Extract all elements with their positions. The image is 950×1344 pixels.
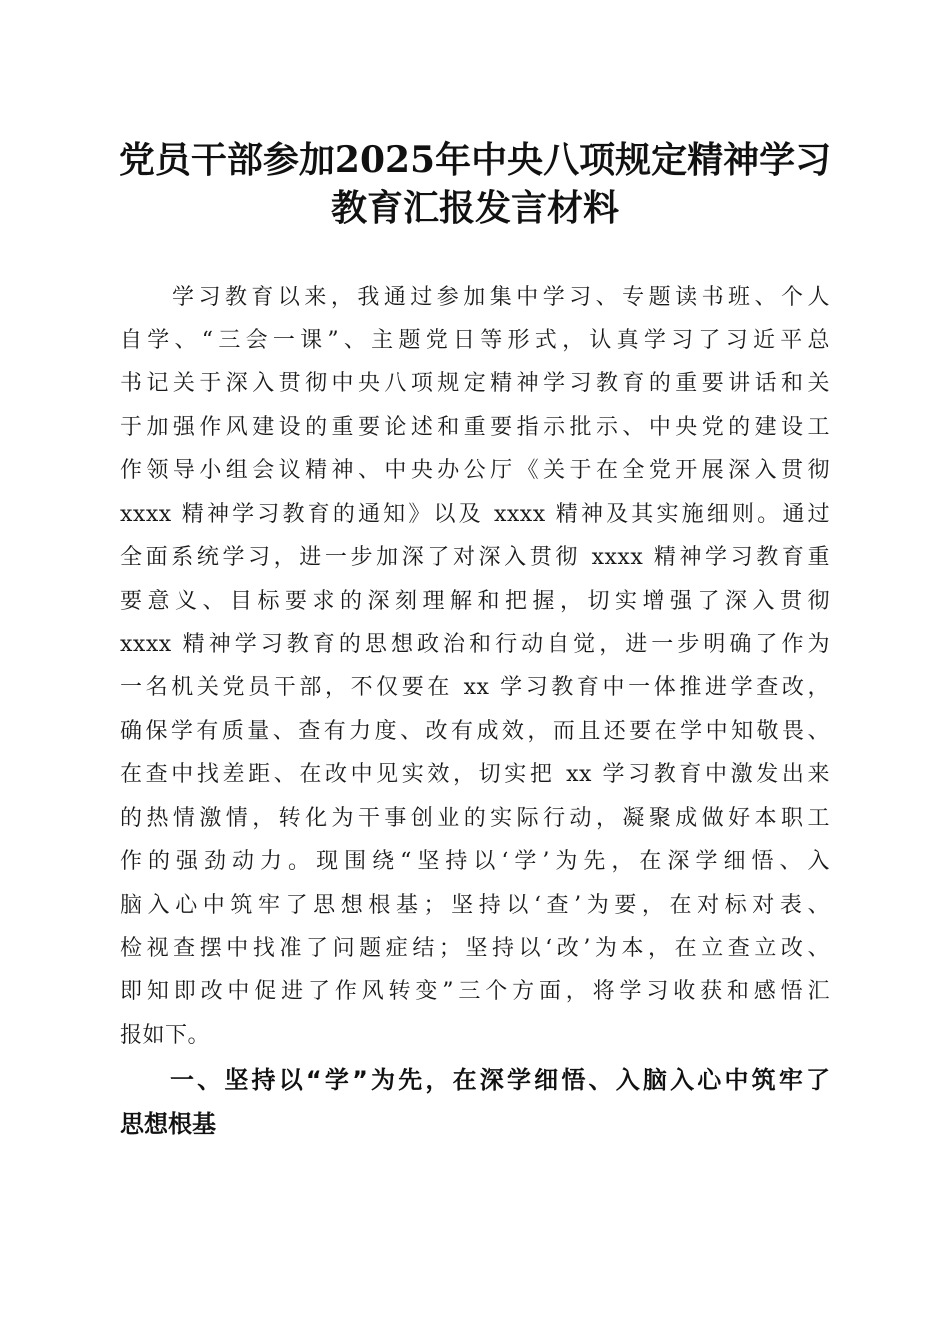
section-heading-line-2: 思想根基	[120, 1110, 216, 1138]
section-heading-line-1: 一、坚持以“学”为先，在深学细悟、入脑入心中筑牢了	[170, 1066, 830, 1094]
paragraph-line: 作的强劲动力。现围绕“坚持以‘学’为先，在深学细悟、入	[120, 849, 830, 874]
paragraph-line: 于加强作风建设的重要论述和重要指示批示、中央党的建设工	[120, 415, 830, 440]
paragraph-line: 学习教育以来，我通过参加集中学习、专题读书班、个人	[172, 285, 830, 310]
paragraph-line: 检视查摆中找准了问题症结；坚持以‘改’为本，在立查立改、	[120, 936, 830, 961]
paragraph-line: xxxx 精神学习教育的通知》以及 xxxx 精神及其实施细则。通过	[120, 502, 830, 527]
paragraph-line: 确保学有质量、查有力度、改有成效，而且还要在学中知敬畏、	[120, 719, 830, 744]
paragraph-line: 报如下。	[120, 1023, 211, 1048]
paragraph-line: 作领导小组会议精神、中央办公厅《关于在全党开展深入贯彻	[120, 458, 830, 483]
paragraph-line: 全面系统学习，进一步加深了对深入贯彻 xxxx 精神学习教育重	[120, 545, 830, 570]
paragraph-line: 即知即改中促进了作风转变”三个方面，将学习收获和感悟汇	[120, 979, 830, 1004]
paragraph-line: xxxx 精神学习教育的思想政治和行动自觉，进一步明确了作为	[120, 632, 830, 657]
paragraph-line: 自学、“三会一课”、主题党日等形式，认真学习了习近平总	[120, 328, 830, 353]
paragraph-line: 脑入心中筑牢了思想根基；坚持以‘查’为要，在对标对表、	[120, 893, 830, 918]
document-title-line-1: 党员干部参加2025年中央八项规定精神学习	[118, 139, 832, 181]
paragraph-line: 一名机关党员干部，不仅要在 xx 学习教育中一体推进学查改，	[120, 675, 830, 700]
document-title-line-2: 教育汇报发言材料	[330, 187, 619, 229]
paragraph-line: 在查中找差距、在改中见实效，切实把 xx 学习教育中激发出来	[120, 762, 830, 787]
paragraph-line: 要意义、目标要求的深刻理解和把握，切实增强了深入贯彻	[120, 589, 830, 614]
paragraph-line: 书记关于深入贯彻中央八项规定精神学习教育的重要讲话和关	[120, 371, 830, 396]
paragraph-line: 的热情激情，转化为干事创业的实际行动，凝聚成做好本职工	[120, 806, 830, 831]
